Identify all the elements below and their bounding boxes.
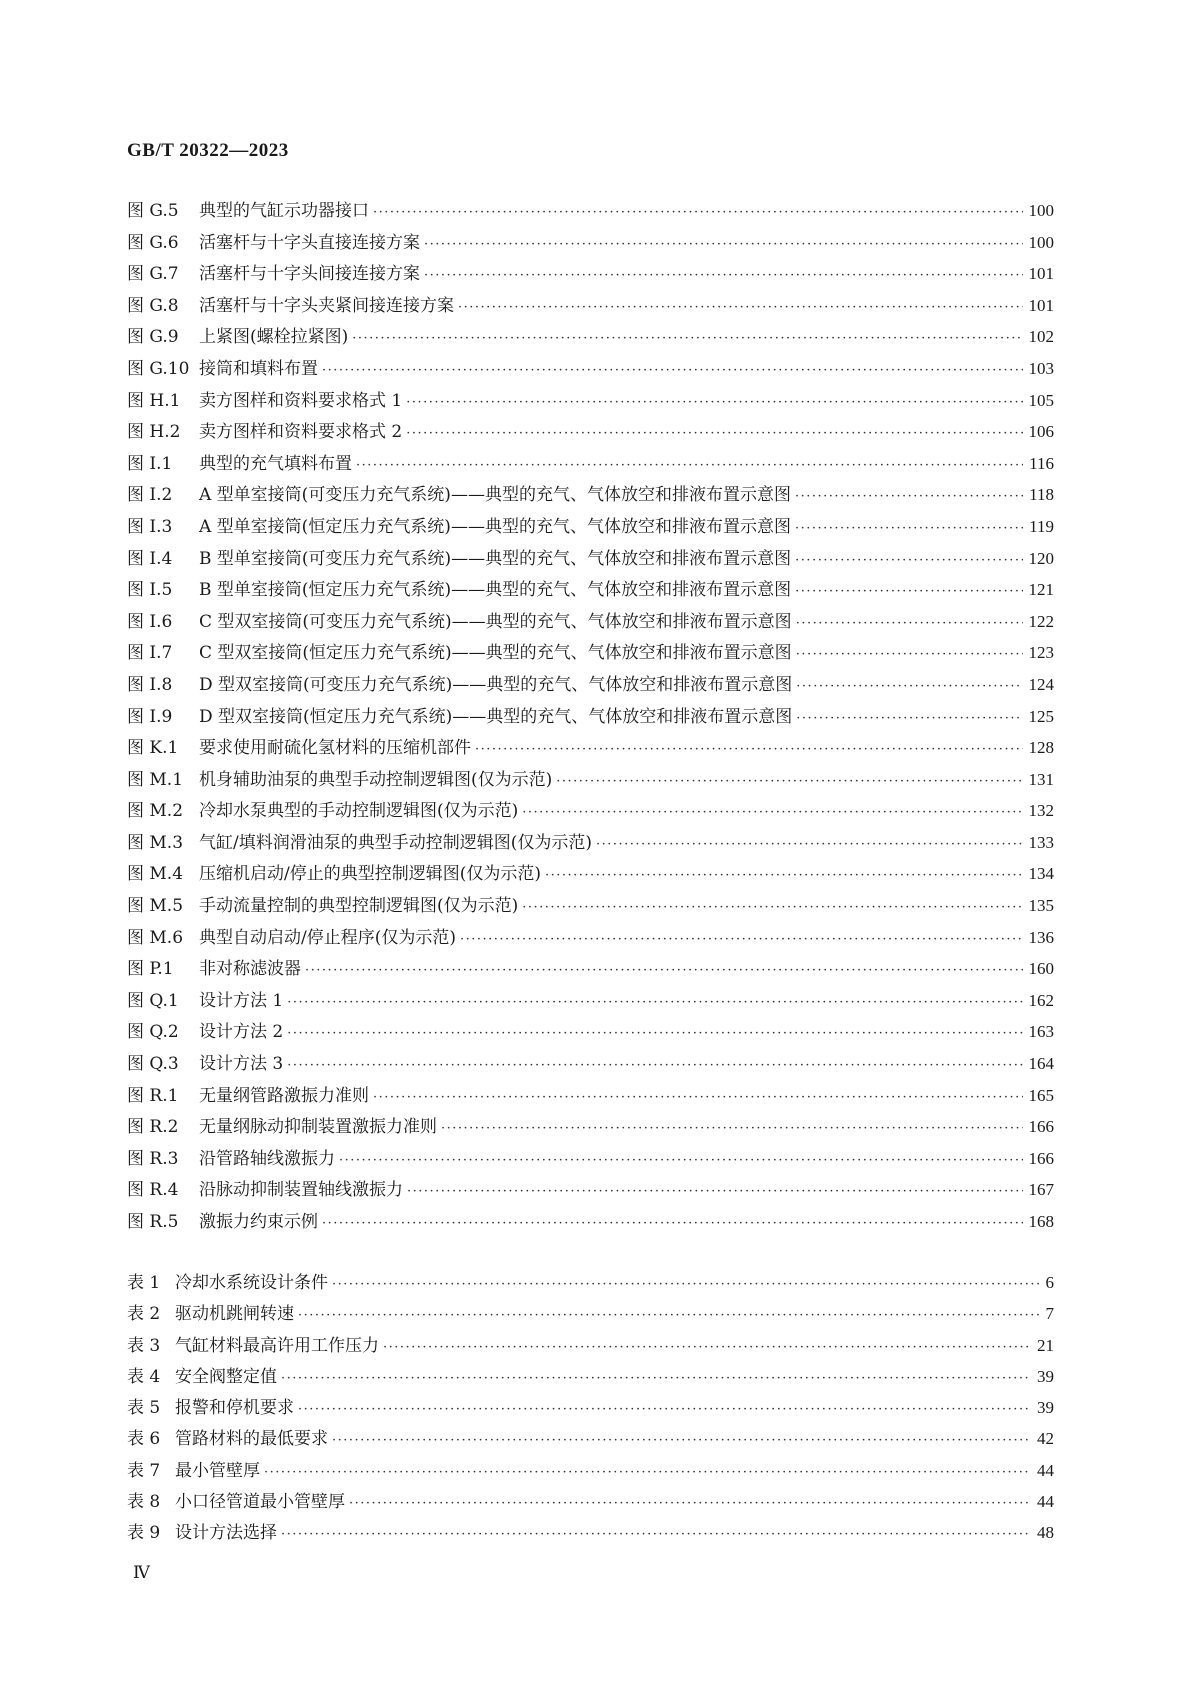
figure-entry-page: 122: [1028, 611, 1054, 631]
figure-entry[interactable]: [127, 828, 1054, 860]
figure-entry[interactable]: [127, 575, 1054, 607]
figure-entry-label: 图 M.4: [127, 864, 184, 885]
figure-entry-page: 125: [1028, 706, 1054, 726]
table-entry-title: 驱动机跳闸转速: [175, 1304, 294, 1325]
figure-entry-page: 166: [1028, 1148, 1054, 1168]
table-entry-page: 44: [1037, 1492, 1054, 1512]
figure-entry-label: 图 I.8: [127, 674, 173, 695]
figure-entry-label: 图 I.5: [127, 580, 173, 601]
figure-entry-title: 典型的充气填料布置: [199, 453, 352, 474]
figure-entry[interactable]: [127, 1112, 1054, 1144]
dot-leader: [305, 963, 1023, 978]
dot-leader: [406, 395, 1022, 410]
dot-leader: [475, 742, 1023, 757]
table-entry-page: 44: [1037, 1460, 1054, 1480]
table-entry[interactable]: [127, 1393, 1054, 1424]
figure-entry[interactable]: [127, 670, 1054, 702]
figure-entry[interactable]: [127, 859, 1054, 891]
figure-entry-label: 图 M.1: [127, 769, 184, 790]
table-entry-label: 表 5: [127, 1398, 161, 1419]
table-entry-page: 7: [1045, 1304, 1054, 1324]
figure-entry[interactable]: [127, 1207, 1054, 1239]
dot-leader: [796, 711, 1022, 726]
table-entry[interactable]: [127, 1487, 1054, 1518]
figure-entry[interactable]: [127, 1175, 1054, 1207]
figure-entry-page: 120: [1028, 548, 1054, 568]
figure-entry-page: 123: [1028, 643, 1054, 663]
dot-leader: [795, 584, 1022, 599]
figure-entry-title: 沿脉动抑制装置轴线激振力: [199, 1180, 403, 1201]
figure-entry-page: 136: [1028, 927, 1054, 947]
figure-entry-page: 134: [1028, 864, 1054, 884]
figure-entry-page: 116: [1029, 453, 1054, 473]
figure-entry-label: 图 I.6: [127, 611, 173, 632]
figure-entry-page: 163: [1028, 1022, 1054, 1042]
figure-entry[interactable]: [127, 733, 1054, 765]
dot-leader: [556, 774, 1022, 789]
figure-entry-title: 设计方法 2: [199, 1022, 284, 1043]
figure-entry-page: 164: [1028, 1054, 1054, 1074]
dot-leader: [796, 679, 1022, 694]
table-entry[interactable]: [127, 1362, 1054, 1393]
figure-entry-label: 图 G.8: [127, 295, 179, 316]
figure-entry-label: 图 R.1: [127, 1085, 179, 1106]
figure-entry-page: 128: [1028, 738, 1054, 758]
dot-leader: [349, 1496, 1031, 1511]
dot-leader: [287, 1026, 1022, 1041]
figure-entry-page: 131: [1028, 769, 1054, 789]
figure-entry-title: A 型单室接筒(可变压力充气系统)——典型的充气、气体放空和排液布置示意图: [199, 485, 791, 506]
figure-entry-label: 图 G.9: [127, 327, 179, 348]
figure-entry-page: 160: [1028, 959, 1054, 979]
table-entry-title: 设计方法选择: [175, 1523, 277, 1544]
dot-leader: [352, 331, 1022, 346]
table-entry-page: 39: [1037, 1398, 1054, 1418]
figure-entry-title: D 型双室接筒(恒定压力充气系统)——典型的充气、气体放空和排液布置示意图: [199, 706, 793, 727]
figure-entry-page: 102: [1028, 327, 1054, 347]
figure-entry-page: 165: [1028, 1085, 1054, 1105]
table-entry-page: 42: [1037, 1429, 1054, 1449]
figure-entry[interactable]: [127, 923, 1054, 955]
figure-entry-page: 105: [1028, 390, 1054, 410]
figure-entry-label: 图 R.4: [127, 1180, 179, 1201]
figure-entry[interactable]: [127, 449, 1054, 481]
dot-leader: [322, 1216, 1023, 1231]
figure-entry-title: 典型的气缸示功器接口: [199, 201, 369, 221]
table-entry-title: 小口径管道最小管壁厚: [175, 1492, 345, 1513]
page-number: Ⅳ: [133, 1563, 150, 1582]
figure-entry-label: 图 I.9: [127, 706, 173, 727]
figure-entry-page: 168: [1028, 1212, 1054, 1231]
figure-entry-label: 图 H.1: [127, 390, 181, 411]
figure-entry-page: 121: [1028, 580, 1054, 600]
figure-entry-title: 冷却水泵典型的手动控制逻辑图(仅为示范): [199, 801, 519, 822]
dot-leader: [441, 1121, 1023, 1136]
table-entry-title: 报警和停机要求: [175, 1398, 294, 1419]
figure-entry[interactable]: [127, 1049, 1054, 1081]
figure-entry-label: 图 M.5: [127, 896, 184, 917]
figure-entry[interactable]: [127, 954, 1054, 986]
figure-entry-title: C 型双室接筒(可变压力充气系统)——典型的充气、气体放空和排液布置示意图: [199, 611, 792, 632]
dot-leader: [522, 805, 1022, 820]
table-entry[interactable]: [127, 1518, 1054, 1549]
figure-entry-page: 135: [1028, 896, 1054, 916]
figure-entry-label: 图 G.7: [127, 264, 179, 285]
dot-leader: [339, 1153, 1023, 1168]
figure-entry-title: D 型双室接筒(可变压力充气系统)——典型的充气、气体放空和排液布置示意图: [199, 674, 793, 695]
dot-leader: [373, 1090, 1023, 1105]
dot-leader: [298, 1308, 1040, 1323]
dot-leader: [460, 932, 1023, 947]
figure-entry-label: 图 I.4: [127, 548, 173, 569]
figure-entry-page: 101: [1028, 295, 1054, 315]
table-entry-page: 6: [1045, 1273, 1054, 1292]
figure-entry-title: 卖方图样和资料要求格式 1: [199, 390, 403, 411]
figure-entry[interactable]: [127, 1144, 1054, 1176]
figure-entry-page: 100: [1028, 201, 1054, 220]
figure-entry-title: 卖方图样和资料要求格式 2: [199, 422, 403, 443]
figure-entry-label: 图 Q.1: [127, 990, 179, 1011]
figure-entry-title: 无量纲管路激振力准则: [199, 1085, 369, 1106]
figure-entry[interactable]: [127, 480, 1054, 512]
dot-leader: [287, 1058, 1022, 1073]
dot-leader: [545, 868, 1023, 883]
figure-entry-title: 接筒和填料布置: [199, 358, 318, 379]
table-entry-title: 最小管壁厚: [175, 1460, 260, 1481]
figure-entry-label: 图 Q.3: [127, 1054, 179, 1075]
figure-entry-label: 图 M.2: [127, 801, 184, 822]
dot-leader: [424, 268, 1023, 283]
figure-entry-title: 激振力约束示例: [199, 1212, 318, 1232]
dot-leader: [407, 1184, 1023, 1199]
figure-entry[interactable]: [127, 228, 1054, 260]
table-entry-title: 气缸材料最高许用工作压力: [175, 1335, 379, 1356]
figure-entry-label: 图 R.3: [127, 1148, 179, 1169]
figure-entry-label: 图 I.1: [127, 453, 173, 474]
table-entry-title: 管路材料的最低要求: [175, 1429, 328, 1450]
table-entry-page: 21: [1037, 1335, 1054, 1355]
figure-entry-page: 124: [1028, 674, 1054, 694]
table-entry[interactable]: [127, 1299, 1054, 1330]
figure-entry-label: 图 R.2: [127, 1117, 179, 1138]
figure-entry-label: 图 G.10: [127, 358, 190, 379]
table-entry-label: 表 1: [127, 1273, 161, 1293]
figure-entry-title: 沿管路轴线激振力: [199, 1148, 335, 1169]
figure-entry-title: 活塞杆与十字头夹紧间接连接方案: [199, 295, 454, 316]
figure-entry-label: 图 H.2: [127, 422, 181, 443]
figure-entry-title: 设计方法 1: [199, 990, 284, 1011]
dot-leader: [406, 426, 1022, 441]
table-entry[interactable]: [127, 1268, 1054, 1299]
dot-leader: [281, 1527, 1031, 1542]
dot-leader: [373, 205, 1023, 220]
figure-entry-page: 162: [1028, 990, 1054, 1010]
figure-entry-title: C 型双室接筒(恒定压力充气系统)——典型的充气、气体放空和排液布置示意图: [199, 643, 792, 664]
figure-entry[interactable]: [127, 354, 1054, 386]
table-entry-title: 冷却水系统设计条件: [175, 1273, 328, 1293]
figure-entry[interactable]: [127, 196, 1054, 228]
figure-entry[interactable]: [127, 417, 1054, 449]
figure-entry-label: 图 I.3: [127, 516, 173, 537]
figure-entry[interactable]: [127, 322, 1054, 354]
figure-entry[interactable]: [127, 259, 1054, 291]
figure-entry[interactable]: [127, 1081, 1054, 1113]
table-entry-label: 表 2: [127, 1304, 161, 1325]
table-entry-page: 48: [1037, 1523, 1054, 1543]
figure-entry-title: 手动流量控制的典型控制逻辑图(仅为示范): [199, 896, 519, 917]
table-entry-label: 表 9: [127, 1523, 161, 1544]
figure-list: [127, 196, 1054, 1239]
dot-leader: [383, 1340, 1031, 1355]
dot-leader: [332, 1277, 1040, 1292]
figure-entry-label: 图 R.5: [127, 1212, 179, 1232]
dot-leader: [596, 837, 1023, 852]
figure-entry[interactable]: [127, 607, 1054, 639]
table-entry-label: 表 8: [127, 1492, 161, 1513]
dot-leader: [795, 521, 1023, 536]
figure-entry-label: 图 Q.2: [127, 1022, 179, 1043]
figure-entry-page: 100: [1028, 232, 1054, 252]
dot-leader: [264, 1465, 1031, 1480]
figure-entry-page: 103: [1028, 358, 1054, 378]
figure-entry[interactable]: [127, 796, 1054, 828]
figure-entry-title: B 型单室接筒(恒定压力充气系统)——典型的充气、气体放空和排液布置示意图: [199, 580, 792, 601]
figure-entry[interactable]: [127, 986, 1054, 1018]
figure-entry-label: 图 P.1: [127, 959, 174, 980]
figure-entry[interactable]: [127, 544, 1054, 576]
dot-leader: [356, 458, 1023, 473]
figure-entry-title: A 型单室接筒(恒定压力充气系统)——典型的充气、气体放空和排液布置示意图: [199, 516, 791, 537]
figure-entry-page: 167: [1028, 1180, 1054, 1200]
document-id: GB/T 20322—2023: [127, 140, 289, 161]
figure-entry-page: 133: [1028, 832, 1054, 852]
figure-entry[interactable]: [127, 702, 1054, 734]
table-entry-label: 表 7: [127, 1460, 161, 1481]
dot-leader: [424, 237, 1023, 252]
dot-leader: [281, 1371, 1031, 1386]
figure-entry[interactable]: [127, 891, 1054, 923]
figure-entry[interactable]: [127, 765, 1054, 797]
figure-entry-title: 压缩机启动/停止的典型控制逻辑图(仅为示范): [199, 864, 541, 885]
figure-entry-title: 要求使用耐硫化氢材料的压缩机部件: [199, 738, 471, 759]
dot-leader: [796, 616, 1023, 631]
table-entry-label: 表 6: [127, 1429, 161, 1450]
table-list: [127, 1268, 1054, 1550]
figure-entry-label: 图 K.1: [127, 738, 179, 759]
figure-entry-title: B 型单室接筒(可变压力充气系统)——典型的充气、气体放空和排液布置示意图: [199, 548, 792, 569]
table-entry[interactable]: [127, 1424, 1054, 1455]
table-entry-title: 安全阀整定值: [175, 1366, 277, 1387]
figure-entry[interactable]: [127, 638, 1054, 670]
figure-entry-page: 106: [1028, 422, 1054, 442]
table-entry-page: 39: [1037, 1366, 1054, 1386]
figure-entry[interactable]: [127, 512, 1054, 544]
figure-entry-title: 气缸/填料润滑油泵的典型手动控制逻辑图(仅为示范): [199, 832, 592, 853]
figure-entry-title: 设计方法 3: [199, 1054, 284, 1075]
figure-entry-page: 166: [1028, 1117, 1054, 1137]
figure-entry-label: 图 M.6: [127, 927, 184, 948]
figure-entry[interactable]: [127, 386, 1054, 418]
figure-entry-label: 图 G.6: [127, 232, 179, 253]
figure-entry-title: 无量纲脉动抑制装置激振力准则: [199, 1117, 437, 1138]
dot-leader: [796, 647, 1023, 662]
dot-leader: [298, 1402, 1031, 1417]
figure-entry-label: 图 M.3: [127, 832, 184, 853]
figure-entry-title: 典型自动启动/停止程序(仅为示范): [199, 927, 456, 948]
figure-entry-title: 活塞杆与十字头间接连接方案: [199, 264, 420, 285]
dot-leader: [287, 995, 1022, 1010]
figure-entry-page: 101: [1028, 264, 1054, 284]
figure-entry-title: 非对称滤波器: [199, 959, 301, 980]
figure-entry-title: 活塞杆与十字头直接连接方案: [199, 232, 420, 253]
table-entry[interactable]: [127, 1331, 1054, 1362]
figure-entry-page: 118: [1029, 485, 1054, 505]
figure-entry-label: 图 G.5: [127, 201, 179, 221]
figure-entry-page: 132: [1028, 801, 1054, 821]
dot-leader: [458, 300, 1023, 315]
table-entry-label: 表 3: [127, 1335, 161, 1356]
dot-leader: [795, 553, 1022, 568]
figure-entry-title: 机身辅助油泵的典型手动控制逻辑图(仅为示范): [199, 769, 553, 790]
figure-entry-label: 图 I.2: [127, 485, 173, 506]
dot-leader: [322, 363, 1023, 378]
table-entry-label: 表 4: [127, 1366, 161, 1387]
dot-leader: [522, 900, 1022, 915]
figure-entry-page: 119: [1029, 516, 1054, 536]
figure-entry-title: 上紧图(螺栓拉紧图): [199, 327, 349, 348]
table-entry[interactable]: [127, 1456, 1054, 1487]
dot-leader: [332, 1433, 1031, 1448]
figure-entry[interactable]: [127, 291, 1054, 323]
figure-entry[interactable]: [127, 1017, 1054, 1049]
dot-leader: [795, 489, 1023, 504]
figure-entry-label: 图 I.7: [127, 643, 173, 664]
